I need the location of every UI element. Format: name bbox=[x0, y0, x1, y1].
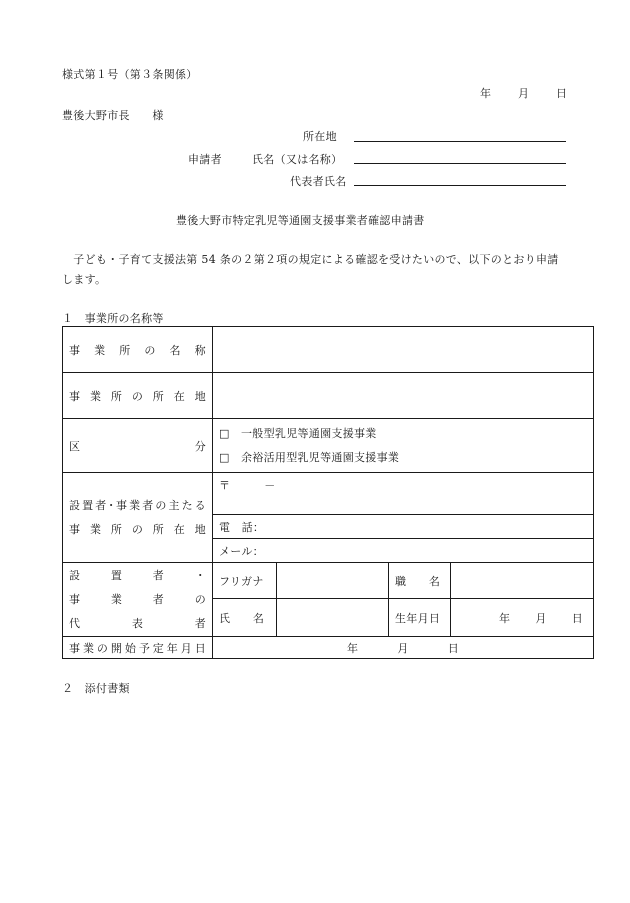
position-field[interactable] bbox=[451, 563, 594, 599]
row-start-date bbox=[63, 637, 594, 659]
start-day: 日 bbox=[447, 641, 459, 655]
date-year: 年 bbox=[480, 87, 492, 100]
category-options bbox=[213, 419, 594, 473]
postal-field[interactable]: 〒 － bbox=[213, 473, 594, 515]
email-field[interactable]: メール： bbox=[213, 539, 594, 563]
rep-name-label: 氏 名 bbox=[213, 599, 277, 637]
representative-label: 代表者氏名 bbox=[290, 175, 347, 188]
date-day: 日 bbox=[556, 87, 568, 100]
row-office-address bbox=[63, 373, 594, 419]
birth-day: 日 bbox=[571, 611, 583, 625]
office-name-label: 事業所の名称 bbox=[63, 327, 213, 373]
birth-field[interactable] bbox=[451, 599, 594, 637]
birth-label: 生年月日 bbox=[389, 599, 451, 637]
office-name-field[interactable] bbox=[213, 327, 594, 373]
birth-ymd bbox=[457, 610, 587, 626]
name-underline bbox=[354, 163, 566, 164]
body-paragraph: 子ども・子育て支援法第 54 条の２第２項の規定による確認を受けたいので、以下のとおり申請します。 bbox=[62, 253, 559, 286]
rep-name-field[interactable] bbox=[277, 599, 389, 637]
checkbox-general[interactable]: □ bbox=[219, 426, 230, 440]
applicant-label: 申請者 bbox=[188, 153, 222, 166]
category-option-surplus[interactable] bbox=[219, 446, 587, 470]
phone-field[interactable]: 電 話： bbox=[213, 515, 594, 539]
row-office-name bbox=[63, 327, 594, 373]
row-category bbox=[63, 419, 594, 473]
office-address-label: 事業所の所在地 bbox=[63, 373, 213, 419]
office-info-table bbox=[62, 326, 594, 659]
form-number: 様式第１号（第３条関係） bbox=[62, 68, 198, 81]
start-year: 年 bbox=[347, 641, 359, 655]
document-title: 豊後大野市特定乳児等通園支援事業者確認申請書 bbox=[176, 214, 425, 227]
address-label: 所在地 bbox=[303, 130, 337, 143]
furigana-label: フリガナ bbox=[213, 563, 277, 599]
representative-label-cell: 設置者・ 事業者の 代表者 bbox=[63, 563, 213, 637]
representative-underline bbox=[354, 185, 566, 186]
name-label: 氏名（又は名称） bbox=[252, 153, 343, 166]
start-date-label: 事業の開始予定年月日 bbox=[63, 637, 213, 659]
checkbox-surplus[interactable]: □ bbox=[219, 450, 230, 464]
category-option-general[interactable] bbox=[219, 422, 587, 446]
section-2-heading: ２ 添付書類 bbox=[62, 682, 130, 695]
position-label: 職 名 bbox=[389, 563, 451, 599]
category-option-surplus-label: 余裕活用型乳児等通園支援事業 bbox=[241, 450, 400, 464]
date-month: 月 bbox=[518, 87, 530, 100]
address-underline bbox=[354, 141, 566, 142]
start-ymd bbox=[219, 640, 587, 656]
row-postal bbox=[63, 473, 594, 515]
category-option-general-label: 一般型乳児等通園支援事業 bbox=[241, 426, 377, 440]
start-date-field[interactable] bbox=[213, 637, 594, 659]
birth-month: 月 bbox=[535, 611, 547, 625]
addressee: 豊後大野市長 様 bbox=[62, 109, 164, 122]
founder-address-label: 設置者･事業者の主たる 事業所の所在地 bbox=[63, 473, 213, 563]
office-address-field[interactable] bbox=[213, 373, 594, 419]
category-label: 区 分 bbox=[63, 419, 213, 473]
start-month: 月 bbox=[397, 641, 409, 655]
furigana-field[interactable] bbox=[277, 563, 389, 599]
section-1-heading: １ 事業所の名称等 bbox=[62, 312, 164, 325]
birth-year: 年 bbox=[499, 611, 511, 625]
row-furigana bbox=[63, 563, 594, 599]
